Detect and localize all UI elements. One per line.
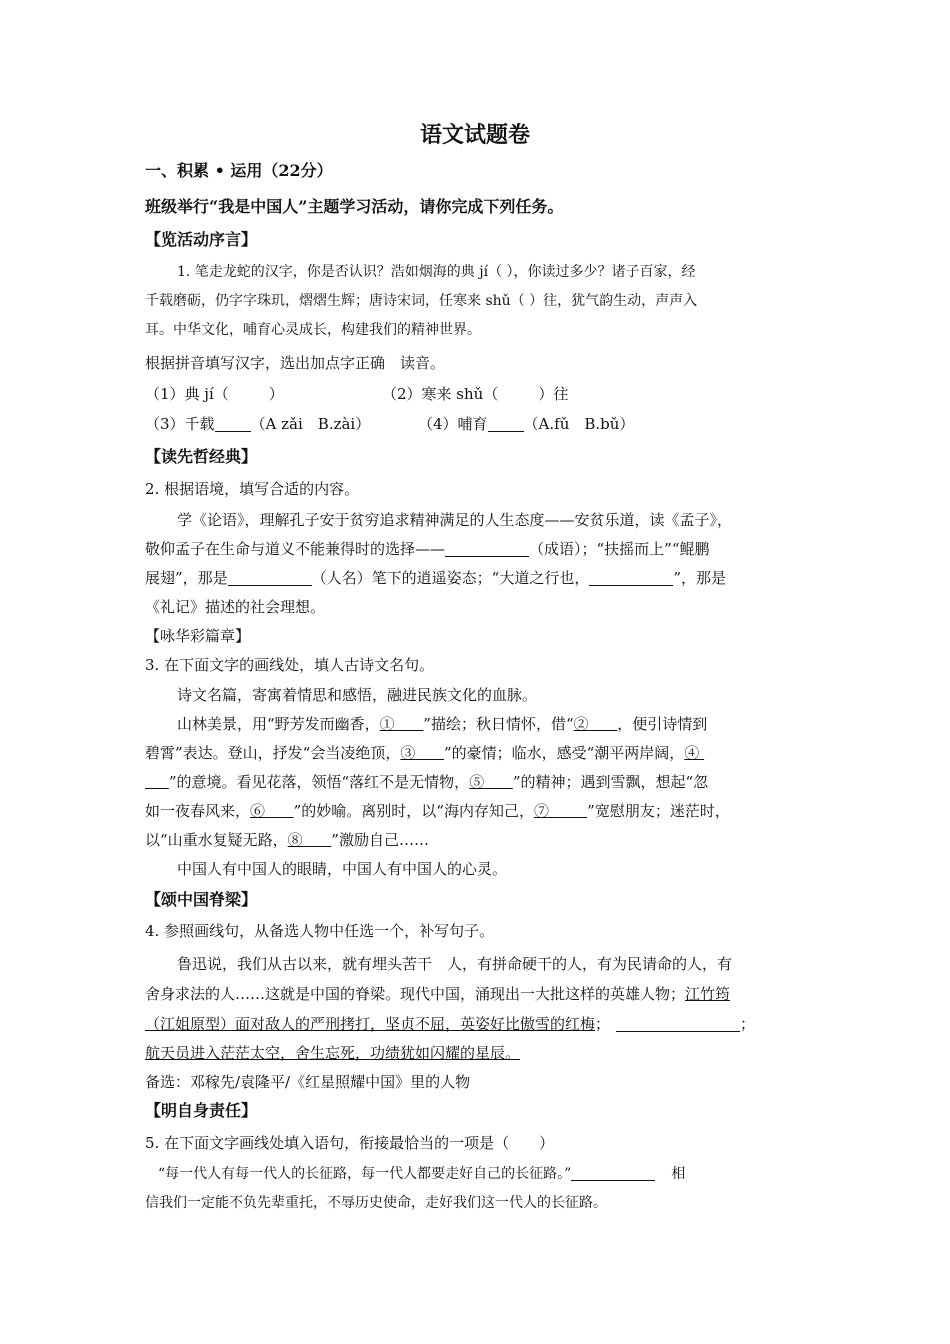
q4-text: ； <box>740 1015 756 1033</box>
q1-option-4-choices: （A.fǔ B.bǔ） <box>523 415 635 433</box>
q3-paragraph-line: 诗文名篇，寄寓着情思和感悟，融进民族文化的血脉。 <box>177 686 538 704</box>
q4-model-sentence: （江姐原型）面对敌人的严刑拷打，坚贞不屈，英姿好比傲雪的红梅 <box>145 1015 596 1033</box>
answer-blank[interactable] <box>215 415 251 432</box>
q4-paragraph-line: 鲁迅说，我们从古以来，就有埋头苦干 人，有拼命硬干的人，有为民请命的人，有 <box>177 955 733 973</box>
q1-option-1 <box>145 383 284 405</box>
q3-text: ”的意境。看见花落，领悟“落红不是无情物， <box>168 773 470 791</box>
q1-option-1-close: ） <box>268 385 284 403</box>
task-intro: 班级举行“我是中国人”主题学习活动，请你完成下列任务。 <box>145 197 564 216</box>
q3-text: 以“山重水复疑无路， <box>145 831 288 849</box>
q4-text: ； <box>595 1015 611 1033</box>
q1-paragraph-line: 1. 笔走龙蛇的汉字，你是否认识？浩如烟海的典 jí（ ），你读过多少？诸子百家，经 <box>177 264 696 280</box>
q1-option-2 <box>382 383 568 405</box>
answer-blank[interactable] <box>488 415 524 432</box>
q2-text: ”，那是 <box>673 569 727 587</box>
q5-text: “每一代人有每一代人的长征路，每一代人都要走好自己的长征路。” <box>158 1166 572 1182</box>
q4-model-sentence: 航天员进入茫茫太空，舍生忘死，功绩犹如闪耀的星辰。 <box>145 1044 521 1062</box>
q5-paragraph-line: 信我们一定能不负先辈重托，不辱历史使命，走好我们这一代人的长征路。 <box>145 1195 607 1211</box>
answer-blank-7[interactable]: ⑦ <box>533 802 549 820</box>
q4-model-sentence: 江竹筠 <box>685 985 731 1003</box>
subsection-heading-song: 【颂中国脊梁】 <box>145 890 258 909</box>
q5-stem: 5. 在下面文字画线处填入语句，衔接最恰当的一项是（ ） <box>145 1134 555 1152</box>
q3-stem: 3. 在下面文字的画线处，填人古诗文名句。 <box>145 656 435 674</box>
q2-paragraph-line: 《礼记》描述的社会理想。 <box>145 598 326 616</box>
section-heading: 一、积累 • 运用（22分） <box>145 161 333 180</box>
answer-blank[interactable] <box>616 1015 740 1032</box>
q1-option-2-close: ）往 <box>538 385 569 403</box>
q1-option-3-choices: （A zǎi B.zài） <box>250 415 371 433</box>
q3-text: 碧霄”表达。登山，抒发“会当凌绝顶， <box>145 744 401 762</box>
q2-paragraph-line: 学《论语》，理解孔子安于贫穷追求精神满足的人生态度——安贫乐道，读《孟子》， <box>177 511 733 529</box>
q1-option-2-text: （2）寒来 shǔ（ <box>382 385 499 403</box>
q2-text: 敬仰孟子在生命与道义不能兼得时的选择—— <box>145 540 446 558</box>
q2-text: 展翅”，那是 <box>145 569 228 587</box>
q4-stem: 4. 参照画线句，从备选人物中任选一个，补写句子。 <box>145 922 495 940</box>
answer-blank-3[interactable]: ③ <box>400 744 416 762</box>
q3-text: ”的精神；遇到雪飘，想起“忽 <box>512 773 709 791</box>
q2-paragraph-line <box>145 567 726 589</box>
q4-paragraph-line <box>145 1042 520 1064</box>
subsection-heading-ming: 【明自身责任】 <box>145 1101 258 1120</box>
q3-paragraph-line <box>145 800 730 822</box>
page-title: 语文试题卷 <box>419 122 530 148</box>
q3-paragraph-line <box>145 829 429 851</box>
q2-stem: 2. 根据语境，填写合适的内容。 <box>145 480 360 498</box>
q3-text: 如一夜春风来， <box>145 802 251 820</box>
q3-paragraph-line <box>145 742 704 764</box>
answer-blank[interactable] <box>228 569 312 586</box>
q3-text: ，便引诗情到 <box>617 715 708 733</box>
subsection-heading-lan: 【览活动序言】 <box>145 230 258 249</box>
q1-option-4 <box>418 413 634 435</box>
answer-blank-4-cont[interactable] <box>145 773 169 791</box>
answer-blank-8[interactable]: ⑧ <box>287 831 303 849</box>
q1-option-3 <box>145 413 370 435</box>
answer-blank[interactable] <box>571 1164 655 1181</box>
q1-option-4-text: （4）哺育 <box>418 415 488 433</box>
q5-text: 相 <box>671 1166 686 1182</box>
answer-blank[interactable] <box>589 569 673 586</box>
answer-blank[interactable] <box>445 540 529 557</box>
q1-instruction: 根据拼音填写汉字，选出加点字正确 读音。 <box>145 354 446 372</box>
q2-paragraph-line <box>145 538 710 560</box>
q3-text: ”激励自己…… <box>331 831 429 849</box>
subsection-heading-du: 【读先哲经典】 <box>145 447 258 466</box>
answer-blank-6[interactable]: ⑥ <box>250 802 266 820</box>
q3-text: ”的豪情；临水，感受“潮平两岸阔， <box>443 744 685 762</box>
q4-text: 舍身求法的人……这就是中国的脊梁。现代中国，涌现出一大批这样的英雄人物； <box>145 985 686 1003</box>
q3-text: ”的妙喻。离别时，以“海内存知己， <box>293 802 534 820</box>
answer-blank-4[interactable]: ④ <box>684 744 700 762</box>
q4-paragraph-line <box>145 983 730 1005</box>
q3-paragraph-line <box>177 713 707 735</box>
answer-blank-1[interactable]: ① <box>379 715 395 733</box>
q1-paragraph-line: 耳。中华文化，哺育心灵成长，构建我们的精神世界。 <box>145 322 481 338</box>
q3-paragraph-line <box>145 771 708 793</box>
q2-text: （成语）；“扶摇而上”“鲲鹏 <box>529 540 710 558</box>
q1-paragraph-line: 千载磨砺，仍字字珠玑，熠熠生辉；唐诗宋词，任寒来 shǔ（ ）往，犹气韵生动，声声入 <box>145 293 698 309</box>
answer-blank-5[interactable]: ⑤ <box>469 773 485 791</box>
q3-text: ”描绘；秋日情怀，借“ <box>423 715 574 733</box>
q1-option-1-text: （1）典 jí（ <box>145 385 229 403</box>
q5-paragraph-line <box>158 1163 685 1185</box>
q4-paragraph-line <box>145 1013 755 1035</box>
q3-paragraph-line: 中国人有中国人的眼睛，中国人有中国人的心灵。 <box>177 860 508 878</box>
q3-text: 山林美景，用“野芳发而幽香， <box>177 715 380 733</box>
q2-text: （人名）笔下的逍遥姿态；“大道之行也， <box>311 569 590 587</box>
q1-option-3-text: （3）千载 <box>145 415 215 433</box>
q3-text: ”宽慰朋友；迷茫时， <box>587 802 730 820</box>
subsection-heading-yong: 【咏华彩篇章】 <box>145 627 251 645</box>
q4-alternatives: 备选：邓稼先/袁隆平/《红星照耀中国》里的人物 <box>145 1073 471 1091</box>
answer-blank-2[interactable]: ② <box>573 715 589 733</box>
